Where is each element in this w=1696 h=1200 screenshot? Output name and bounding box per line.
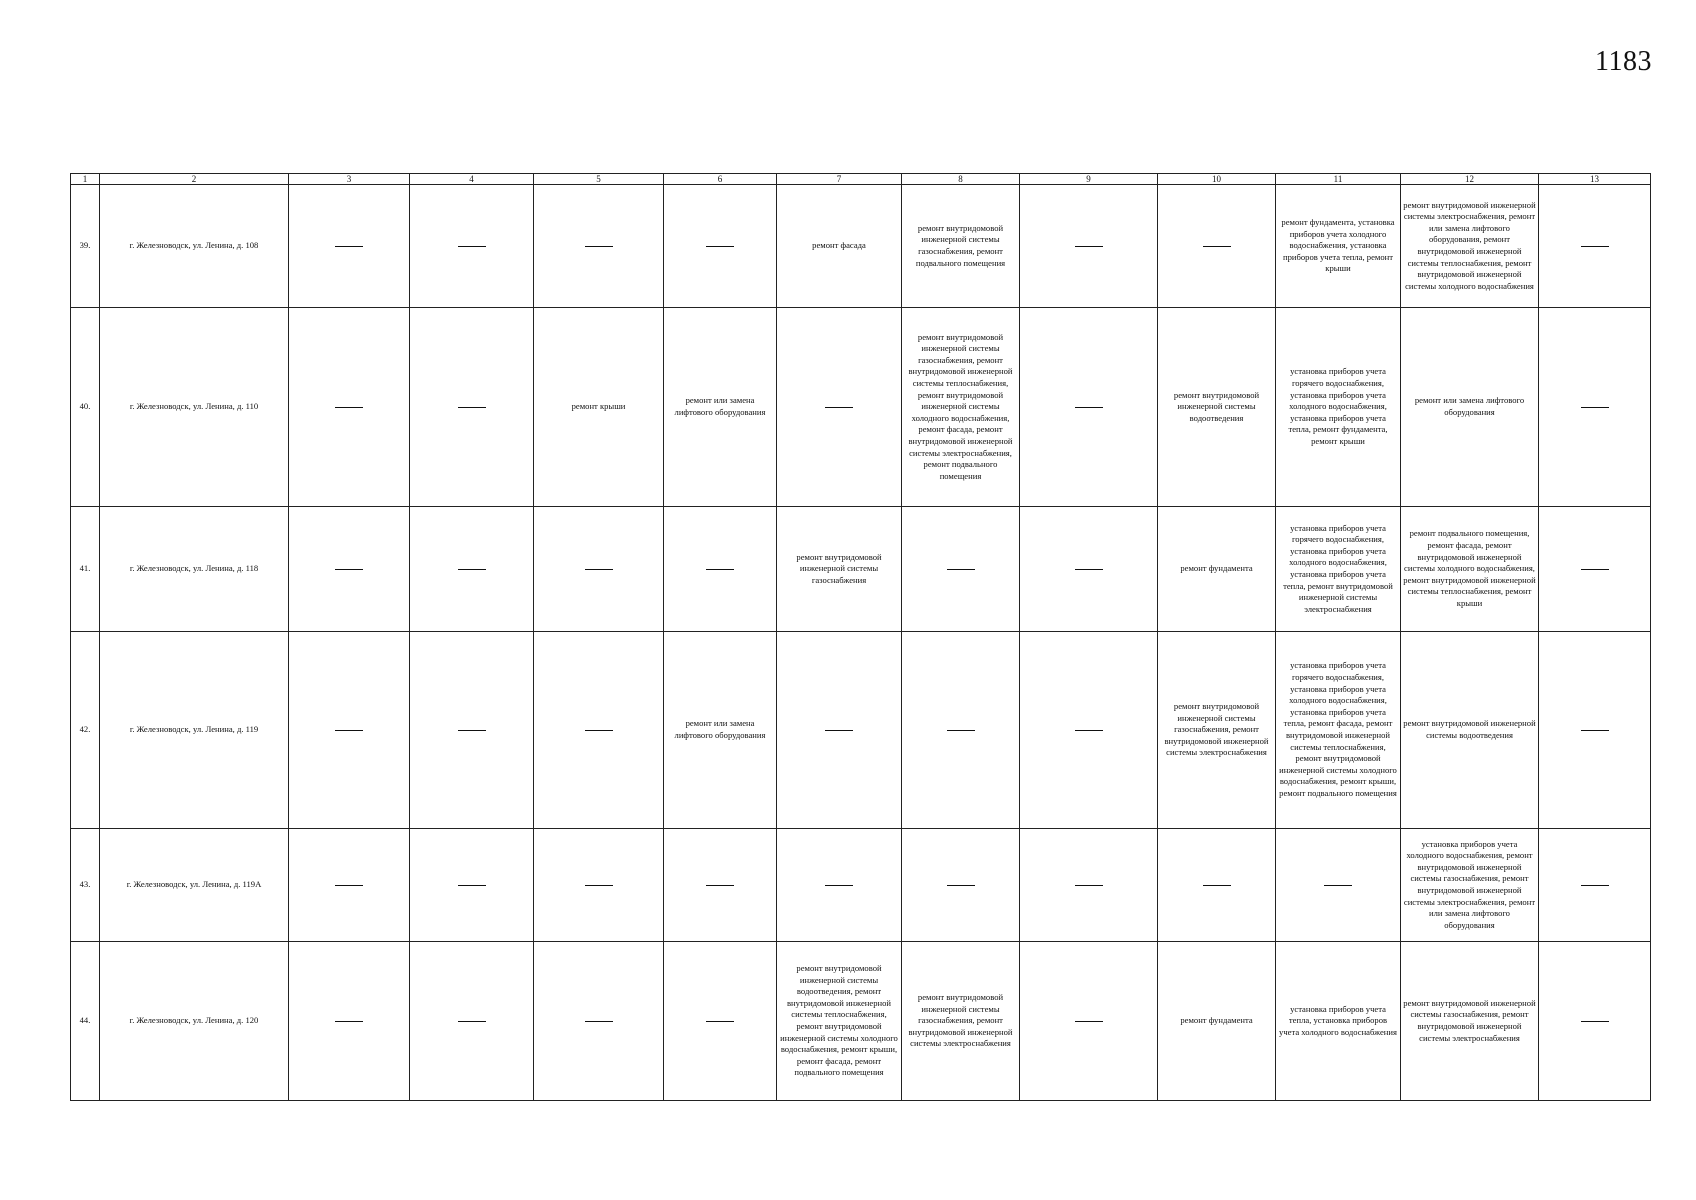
empty-cell bbox=[1020, 185, 1158, 308]
dash-mark bbox=[335, 246, 363, 247]
dash-mark bbox=[335, 885, 363, 886]
empty-cell bbox=[1020, 829, 1158, 942]
column-header: 12 bbox=[1401, 174, 1539, 185]
row-number: 40. bbox=[71, 308, 100, 507]
empty-cell bbox=[1539, 185, 1651, 308]
column-header: 10 bbox=[1158, 174, 1276, 185]
empty-cell bbox=[664, 507, 777, 632]
empty-cell bbox=[534, 942, 664, 1101]
dash-mark bbox=[947, 569, 975, 570]
dash-mark bbox=[1203, 885, 1231, 886]
empty-cell bbox=[1539, 507, 1651, 632]
work-cell: установка приборов учета холодного водоснабжения, ремонт внутридомовой инженерной системы газоснабжения, ремонт внутридомовой инженерной системы электроснабжения, ремонт или замена лифтового оборудования bbox=[1401, 829, 1539, 942]
address-cell: г. Железноводск, ул. Ленина, д. 120 bbox=[100, 942, 289, 1101]
empty-cell bbox=[289, 942, 410, 1101]
empty-cell bbox=[1020, 942, 1158, 1101]
empty-cell bbox=[902, 632, 1020, 829]
empty-cell bbox=[534, 507, 664, 632]
work-cell: ремонт внутридомовой инженерной системы электроснабжения, ремонт или замена лифтового оборудования, ремонт внутридомовой инженерной системы теплоснабжения, ремонт внутридомовой инженерной системы холодного водоснабжения bbox=[1401, 185, 1539, 308]
dash-mark bbox=[1075, 885, 1103, 886]
dash-mark bbox=[825, 407, 853, 408]
work-cell: ремонт внутридомовой инженерной системы водоотведения bbox=[1158, 308, 1276, 507]
table-row bbox=[71, 829, 1651, 942]
empty-cell bbox=[777, 829, 902, 942]
empty-cell bbox=[1020, 308, 1158, 507]
dash-mark bbox=[335, 730, 363, 731]
empty-cell bbox=[1539, 942, 1651, 1101]
address-cell: г. Железноводск, ул. Ленина, д. 108 bbox=[100, 185, 289, 308]
table-row bbox=[71, 308, 1651, 507]
dash-mark bbox=[585, 885, 613, 886]
empty-cell bbox=[1539, 308, 1651, 507]
dash-mark bbox=[1581, 246, 1609, 247]
dash-mark bbox=[1075, 730, 1103, 731]
empty-cell bbox=[410, 632, 534, 829]
column-header: 6 bbox=[664, 174, 777, 185]
work-cell: ремонт внутридомовой инженерной системы газоснабжения, ремонт подвального помещения bbox=[902, 185, 1020, 308]
column-header: 5 bbox=[534, 174, 664, 185]
column-header: 8 bbox=[902, 174, 1020, 185]
dash-mark bbox=[1581, 885, 1609, 886]
work-cell: ремонт крыши bbox=[534, 308, 664, 507]
column-header: 2 bbox=[100, 174, 289, 185]
dash-mark bbox=[1581, 569, 1609, 570]
empty-cell bbox=[410, 829, 534, 942]
empty-cell bbox=[289, 632, 410, 829]
column-header: 13 bbox=[1539, 174, 1651, 185]
empty-cell bbox=[1276, 829, 1401, 942]
dash-mark bbox=[585, 1021, 613, 1022]
table-row bbox=[71, 185, 1651, 308]
work-cell: ремонт внутридомовой инженерной системы газоснабжения, ремонт внутридомовой инженерной системы теплоснабжения, ремонт внутридомовой инженерной системы холодного водоснабжения, ремонт фасада, ремонт внутридомовой инженерной системы электроснабжения, ремонт подвального помещения bbox=[902, 308, 1020, 507]
address-cell: г. Железноводск, ул. Ленина, д. 118 bbox=[100, 507, 289, 632]
row-number: 42. bbox=[71, 632, 100, 829]
work-cell: установка приборов учета горячего водоснабжения, установка приборов учета холодного водоснабжения, установка приборов учета тепла, ремонт фундамента, ремонт крыши bbox=[1276, 308, 1401, 507]
work-cell: ремонт или замена лифтового оборудования bbox=[664, 308, 777, 507]
empty-cell bbox=[1020, 507, 1158, 632]
dash-mark bbox=[706, 1021, 734, 1022]
empty-cell bbox=[1539, 632, 1651, 829]
row-number: 44. bbox=[71, 942, 100, 1101]
dash-mark bbox=[458, 407, 486, 408]
empty-cell bbox=[289, 829, 410, 942]
work-cell: ремонт внутридомовой инженерной системы водоотведения bbox=[1401, 632, 1539, 829]
empty-cell bbox=[410, 308, 534, 507]
table-row bbox=[71, 507, 1651, 632]
work-cell: ремонт фундамента bbox=[1158, 507, 1276, 632]
dash-mark bbox=[458, 246, 486, 247]
empty-cell bbox=[777, 632, 902, 829]
column-header: 4 bbox=[410, 174, 534, 185]
empty-cell bbox=[902, 507, 1020, 632]
page-number: 1183 bbox=[1595, 46, 1652, 77]
repair-schedule-table bbox=[70, 173, 1651, 1101]
dash-mark bbox=[458, 730, 486, 731]
row-number: 39. bbox=[71, 185, 100, 308]
column-header: 1 bbox=[71, 174, 100, 185]
address-cell: г. Железноводск, ул. Ленина, д. 110 bbox=[100, 308, 289, 507]
empty-cell bbox=[1539, 829, 1651, 942]
work-cell: ремонт фасада bbox=[777, 185, 902, 308]
column-header: 9 bbox=[1020, 174, 1158, 185]
dash-mark bbox=[585, 246, 613, 247]
address-cell: г. Железноводск, ул. Ленина, д. 119 bbox=[100, 632, 289, 829]
empty-cell bbox=[410, 507, 534, 632]
work-cell: ремонт или замена лифтового оборудования bbox=[1401, 308, 1539, 507]
column-header: 3 bbox=[289, 174, 410, 185]
work-cell: установка приборов учета тепла, установка приборов учета холодного водоснабжения bbox=[1276, 942, 1401, 1101]
empty-cell bbox=[289, 507, 410, 632]
dash-mark bbox=[1075, 246, 1103, 247]
row-number: 41. bbox=[71, 507, 100, 632]
dash-mark bbox=[1203, 246, 1231, 247]
empty-cell bbox=[289, 308, 410, 507]
empty-cell bbox=[1158, 185, 1276, 308]
empty-cell bbox=[410, 942, 534, 1101]
work-cell: ремонт или замена лифтового оборудования bbox=[664, 632, 777, 829]
dash-mark bbox=[1324, 885, 1352, 886]
dash-mark bbox=[947, 885, 975, 886]
work-cell: ремонт внутридомовой инженерной системы газоснабжения, ремонт внутридомовой инженерной системы электроснабжения bbox=[902, 942, 1020, 1101]
dash-mark bbox=[458, 1021, 486, 1022]
dash-mark bbox=[706, 246, 734, 247]
work-cell: ремонт подвального помещения, ремонт фасада, ремонт внутридомовой инженерной системы холодного водоснабжения, ремонт внутридомовой инженерной системы теплоснабжения, ремонт крыши bbox=[1401, 507, 1539, 632]
dash-mark bbox=[1581, 407, 1609, 408]
dash-mark bbox=[1075, 1021, 1103, 1022]
empty-cell bbox=[902, 829, 1020, 942]
dash-mark bbox=[585, 730, 613, 731]
dash-mark bbox=[947, 730, 975, 731]
dash-mark bbox=[458, 569, 486, 570]
work-cell: ремонт внутридомовой инженерной системы газоснабжения bbox=[777, 507, 902, 632]
empty-cell bbox=[777, 308, 902, 507]
dash-mark bbox=[335, 569, 363, 570]
empty-cell bbox=[1158, 829, 1276, 942]
work-cell: ремонт фундамента bbox=[1158, 942, 1276, 1101]
empty-cell bbox=[289, 185, 410, 308]
dash-mark bbox=[585, 569, 613, 570]
dash-mark bbox=[335, 1021, 363, 1022]
work-cell: ремонт внутридомовой инженерной системы водоотведения, ремонт внутридомовой инженерной системы теплоснабжения, ремонт внутридомовой инженерной системы холодного водоснабжения, ремонт крыши, ремонт фасада, ремонт подвального помещения bbox=[777, 942, 902, 1101]
column-header: 7 bbox=[777, 174, 902, 185]
dash-mark bbox=[825, 730, 853, 731]
empty-cell bbox=[534, 829, 664, 942]
work-cell: установка приборов учета горячего водоснабжения, установка приборов учета холодного водоснабжения, установка приборов учета тепла, ремонт фасада, ремонт внутридомовой инженерной системы теплоснабжения, ремонт внутридомовой инженерной системы холодного водоснабжения, ремонт крыши, ремонт подвального помещения bbox=[1276, 632, 1401, 829]
dash-mark bbox=[825, 885, 853, 886]
row-number: 43. bbox=[71, 829, 100, 942]
empty-cell bbox=[410, 185, 534, 308]
dash-mark bbox=[458, 885, 486, 886]
column-number-row bbox=[71, 174, 1651, 185]
empty-cell bbox=[1020, 632, 1158, 829]
table-row bbox=[71, 942, 1651, 1101]
column-header: 11 bbox=[1276, 174, 1401, 185]
empty-cell bbox=[534, 632, 664, 829]
work-cell: ремонт внутридомовой инженерной системы газоснабжения, ремонт внутридомовой инженерной системы электроснабжения bbox=[1158, 632, 1276, 829]
work-cell: ремонт внутридомовой инженерной системы газоснабжения, ремонт внутридомовой инженерной системы электроснабжения bbox=[1401, 942, 1539, 1101]
dash-mark bbox=[335, 407, 363, 408]
address-cell: г. Железноводск, ул. Ленина, д. 119А bbox=[100, 829, 289, 942]
dash-mark bbox=[1581, 730, 1609, 731]
dash-mark bbox=[706, 569, 734, 570]
empty-cell bbox=[664, 942, 777, 1101]
table-body bbox=[71, 185, 1651, 1101]
dash-mark bbox=[1581, 1021, 1609, 1022]
dash-mark bbox=[706, 885, 734, 886]
empty-cell bbox=[664, 185, 777, 308]
empty-cell bbox=[534, 185, 664, 308]
table-row bbox=[71, 632, 1651, 829]
work-cell: ремонт фундамента, установка приборов учета холодного водоснабжения, установка приборов учета тепла, ремонт крыши bbox=[1276, 185, 1401, 308]
empty-cell bbox=[664, 829, 777, 942]
dash-mark bbox=[1075, 569, 1103, 570]
work-cell: установка приборов учета горячего водоснабжения, установка приборов учета холодного водоснабжения, установка приборов учета тепла, ремонт внутридомовой инженерной системы электроснабжения bbox=[1276, 507, 1401, 632]
dash-mark bbox=[1075, 407, 1103, 408]
